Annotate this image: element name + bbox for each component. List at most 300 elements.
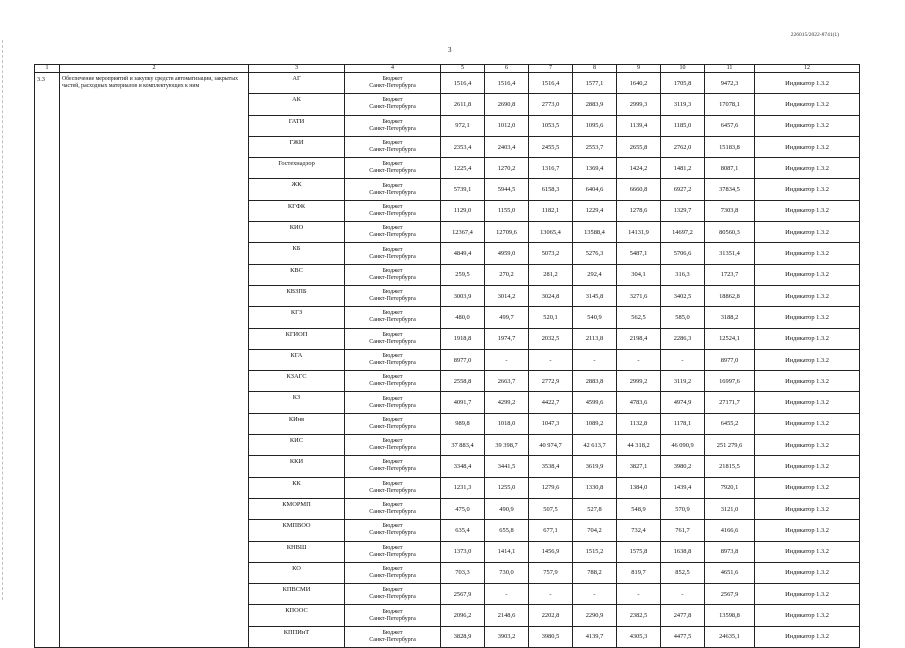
funding-source-line1: Бюджет [382, 225, 403, 232]
year-value-cell: 730,0 [485, 562, 529, 583]
year-value-cell: 635,4 [441, 520, 485, 541]
year-value-cell: 6660,8 [617, 179, 661, 200]
funding-source-cell [345, 73, 441, 94]
year-value-cell: 2655,8 [617, 136, 661, 157]
column-number: 8 [573, 65, 617, 73]
funding-source-cell [345, 541, 441, 562]
funding-source-line1: Бюджет [382, 502, 403, 509]
funding-source-line1: Бюджет [382, 246, 403, 253]
indicator-cell: Индикатор 1.3.2 [755, 264, 860, 285]
funding-source-cell [345, 158, 441, 179]
year-value-cell: 304,1 [617, 264, 661, 285]
total-value-cell: 27171,7 [705, 392, 755, 413]
funding-source-cell [345, 115, 441, 136]
funding-source-line1: Бюджет [382, 310, 403, 317]
year-value-cell: 1974,7 [485, 328, 529, 349]
year-value-cell: 2773,0 [529, 94, 573, 115]
total-value-cell: 12524,1 [705, 328, 755, 349]
year-value-cell: - [661, 349, 705, 370]
year-value-cell: 1316,7 [529, 158, 573, 179]
total-value-cell: 6457,6 [705, 115, 755, 136]
page-header [0, 32, 905, 54]
total-value-cell: 4166,6 [705, 520, 755, 541]
year-value-cell: - [485, 584, 529, 605]
year-value-cell: - [661, 584, 705, 605]
year-value-cell: 4422,7 [529, 392, 573, 413]
column-number: 3 [249, 65, 345, 73]
organization-cell: АГ [249, 73, 345, 94]
organization-cell: КНВШ [249, 541, 345, 562]
year-value-cell: 2663,7 [485, 371, 529, 392]
funding-source-line1: Бюджет [382, 289, 403, 296]
total-value-cell: 24635,1 [705, 626, 755, 647]
year-value-cell: 1640,2 [617, 73, 661, 94]
funding-source-line1: Бюджет [382, 353, 403, 359]
funding-source-cell [345, 222, 441, 243]
funding-source-cell [345, 584, 441, 605]
year-value-cell: 5706,6 [661, 243, 705, 264]
funding-source-line2: Санкт-Петербурга [369, 466, 416, 473]
year-value-cell: 4477,5 [661, 626, 705, 647]
funding-source-line2: Санкт-Петербурга [369, 530, 416, 537]
year-value-cell: 4959,0 [485, 243, 529, 264]
year-value-cell: 2353,4 [441, 136, 485, 157]
total-value-cell: 6455,2 [705, 413, 755, 434]
funding-source-line2: Санкт-Петербурга [369, 210, 416, 217]
year-value-cell: 1089,2 [573, 413, 617, 434]
funding-source-line2: Санкт-Петербурга [369, 551, 416, 558]
year-value-cell: 2477,8 [661, 605, 705, 626]
indicator-cell: Индикатор 1.3.2 [755, 371, 860, 392]
total-value-cell: 8977,0 [705, 349, 755, 370]
organization-cell: КВЗПБ [249, 285, 345, 306]
column-number: 4 [345, 65, 441, 73]
funding-source-line1: Бюджет [382, 97, 403, 104]
year-value-cell: 520,1 [529, 307, 573, 328]
year-value-cell: 4849,4 [441, 243, 485, 264]
year-value-cell: 1330,8 [573, 477, 617, 498]
year-value-cell: 3619,9 [573, 456, 617, 477]
organization-cell: Гостехнадзор [249, 158, 345, 179]
year-value-cell: 3903,2 [485, 626, 529, 647]
organization-cell: КК [249, 477, 345, 498]
indicator-cell: Индикатор 1.3.2 [755, 179, 860, 200]
total-value-cell: 18862,8 [705, 285, 755, 306]
funding-source-cell [345, 562, 441, 583]
year-value-cell: 4299,2 [485, 392, 529, 413]
year-value-cell: 562,5 [617, 307, 661, 328]
organization-cell: ЖК [249, 179, 345, 200]
organization-cell: КЗАГС [249, 371, 345, 392]
year-value-cell: 3145,8 [573, 285, 617, 306]
funding-source-line1: Бюджет [382, 161, 403, 168]
year-value-cell: 1053,5 [529, 115, 573, 136]
indicator-cell: Индикатор 1.3.2 [755, 73, 860, 94]
year-value-cell: 570,9 [661, 498, 705, 519]
indicator-cell: Индикатор 1.3.2 [755, 520, 860, 541]
total-value-cell: 80560,3 [705, 222, 755, 243]
total-value-cell: 7920,1 [705, 477, 755, 498]
funding-source-line2: Санкт-Петербурга [369, 572, 416, 579]
organization-cell: КПВСМИ [249, 584, 345, 605]
year-value-cell: 1424,2 [617, 158, 661, 179]
year-value-cell: 3538,4 [529, 456, 573, 477]
year-value-cell: 1515,2 [573, 541, 617, 562]
year-value-cell: 507,5 [529, 498, 573, 519]
year-value-cell: 4783,6 [617, 392, 661, 413]
funding-source-cell [345, 328, 441, 349]
funding-source-line2: Санкт-Петербурга [369, 147, 416, 154]
indicator-cell: Индикатор 1.3.2 [755, 349, 860, 370]
year-value-cell: 5739,1 [441, 179, 485, 200]
organization-cell: ГЖИ [249, 136, 345, 157]
total-value-cell: 37834,5 [705, 179, 755, 200]
funding-source-line2: Санкт-Петербурга [369, 487, 416, 494]
year-value-cell: - [529, 349, 573, 370]
funding-source-line2: Санкт-Петербурга [369, 445, 416, 452]
year-value-cell: 3119,2 [661, 371, 705, 392]
funding-source-cell [345, 435, 441, 456]
funding-source-cell [345, 285, 441, 306]
total-value-cell: 3188,2 [705, 307, 755, 328]
year-value-cell: 1577,1 [573, 73, 617, 94]
total-value-cell: 8087,1 [705, 158, 755, 179]
year-value-cell: 1132,8 [617, 413, 661, 434]
funding-source-line1: Бюджет [382, 140, 403, 147]
year-value-cell: 1095,6 [573, 115, 617, 136]
funding-source-cell [345, 520, 441, 541]
total-value-cell: 1723,7 [705, 264, 755, 285]
year-value-cell: 5944,5 [485, 179, 529, 200]
funding-source-line1: Бюджет [382, 587, 403, 594]
year-value-cell: 2558,8 [441, 371, 485, 392]
section-description: Обеспечение мероприятий и закупку средств автоматизации, закрытых частей, расходных материалов и комплектующих к ним [60, 73, 249, 648]
year-value-cell: 1638,8 [661, 541, 705, 562]
year-value-cell: 1456,9 [529, 541, 573, 562]
year-value-cell: 703,3 [441, 562, 485, 583]
funding-source-line2: Санкт-Петербурга [369, 83, 416, 90]
year-value-cell: 1229,4 [573, 200, 617, 221]
year-value-cell: 5276,3 [573, 243, 617, 264]
year-value-cell: 732,4 [617, 520, 661, 541]
year-value-cell: 2883,8 [573, 371, 617, 392]
year-value-cell: 1279,6 [529, 477, 573, 498]
year-value-cell: 2611,8 [441, 94, 485, 115]
funding-source-cell [345, 200, 441, 221]
year-value-cell: 4974,9 [661, 392, 705, 413]
year-value-cell: 757,9 [529, 562, 573, 583]
year-value-cell: 2032,5 [529, 328, 573, 349]
indicator-cell: Индикатор 1.3.2 [755, 477, 860, 498]
year-value-cell: 1270,2 [485, 158, 529, 179]
indicator-cell: Индикатор 1.3.2 [755, 605, 860, 626]
year-value-cell: 1516,4 [529, 73, 573, 94]
funding-source-line2: Санкт-Петербурга [369, 296, 416, 303]
year-value-cell: 1384,0 [617, 477, 661, 498]
indicator-cell: Индикатор 1.3.2 [755, 307, 860, 328]
year-value-cell: 6404,6 [573, 179, 617, 200]
indicator-cell: Индикатор 1.3.2 [755, 243, 860, 264]
indicator-cell: Индикатор 1.3.2 [755, 94, 860, 115]
year-value-cell: 704,2 [573, 520, 617, 541]
year-value-cell: 3271,6 [617, 285, 661, 306]
year-value-cell: - [485, 349, 529, 370]
organization-cell: КГЗ [249, 307, 345, 328]
indicator-cell: Индикатор 1.3.2 [755, 136, 860, 157]
year-value-cell: 12709,6 [485, 222, 529, 243]
total-value-cell: 31351,4 [705, 243, 755, 264]
total-value-cell: 16997,6 [705, 371, 755, 392]
year-value-cell: 1255,0 [485, 477, 529, 498]
total-value-cell: 13598,8 [705, 605, 755, 626]
year-value-cell: 1329,7 [661, 200, 705, 221]
year-value-cell: 585,0 [661, 307, 705, 328]
funding-source-line2: Санкт-Петербурга [369, 125, 416, 132]
funding-source-cell [345, 605, 441, 626]
year-value-cell: 270,2 [485, 264, 529, 285]
scan-edge-mark [2, 40, 6, 600]
year-value-cell: 42 613,7 [573, 435, 617, 456]
funding-source-line1: Бюджет [382, 76, 403, 83]
year-value-cell: 527,8 [573, 498, 617, 519]
total-value-cell: 251 279,6 [705, 435, 755, 456]
organization-cell: КМПВОО [249, 520, 345, 541]
page-number: 3 [448, 46, 452, 54]
year-value-cell: 44 318,2 [617, 435, 661, 456]
year-value-cell: 1373,0 [441, 541, 485, 562]
indicator-cell: Индикатор 1.3.2 [755, 562, 860, 583]
year-value-cell: 3014,2 [485, 285, 529, 306]
organization-cell: АК [249, 94, 345, 115]
indicator-cell: Индикатор 1.3.2 [755, 498, 860, 519]
funding-source-line2: Санкт-Петербурга [369, 168, 416, 175]
funding-source-line2: Санкт-Петербурга [369, 402, 416, 409]
organization-cell: КПООС [249, 605, 345, 626]
funding-source-cell [345, 264, 441, 285]
column-number: 5 [441, 65, 485, 73]
indicator-cell: Индикатор 1.3.2 [755, 200, 860, 221]
year-value-cell: 819,7 [617, 562, 661, 583]
year-value-cell: 3827,1 [617, 456, 661, 477]
year-value-cell: 3980,5 [529, 626, 573, 647]
organization-cell: ККИ [249, 456, 345, 477]
year-value-cell: 2290,9 [573, 605, 617, 626]
year-value-cell: 259,5 [441, 264, 485, 285]
year-value-cell: 46 090,9 [661, 435, 705, 456]
section-index: 3.3 [35, 73, 60, 648]
indicator-cell: Индикатор 1.3.2 [755, 115, 860, 136]
year-value-cell: 788,2 [573, 562, 617, 583]
year-value-cell: 2567,9 [441, 584, 485, 605]
year-value-cell: 1139,4 [617, 115, 661, 136]
year-value-cell: 3024,8 [529, 285, 573, 306]
year-value-cell: 13588,4 [573, 222, 617, 243]
year-value-cell: 1012,0 [485, 115, 529, 136]
year-value-cell: 1178,1 [661, 413, 705, 434]
year-value-cell: 4139,7 [573, 626, 617, 647]
year-value-cell: 2202,8 [529, 605, 573, 626]
year-value-cell: 480,0 [441, 307, 485, 328]
funding-source-line2: Санкт-Петербурга [369, 381, 416, 388]
funding-source-cell [345, 371, 441, 392]
funding-source-line1: Бюджет [382, 480, 403, 487]
funding-source-line1: Бюджет [382, 182, 403, 189]
year-value-cell: 14131,9 [617, 222, 661, 243]
year-value-cell: 1481,2 [661, 158, 705, 179]
funding-source-cell [345, 413, 441, 434]
funding-source-cell [345, 349, 441, 370]
year-value-cell: 2096,2 [441, 605, 485, 626]
funding-source-cell [345, 179, 441, 200]
funding-source-line2: Санкт-Петербурга [369, 253, 416, 260]
column-number: 1 [35, 65, 60, 73]
year-value-cell: 4091,7 [441, 392, 485, 413]
year-value-cell: 1705,8 [661, 73, 705, 94]
year-value-cell: 1278,6 [617, 200, 661, 221]
total-value-cell: 3121,0 [705, 498, 755, 519]
year-value-cell: 677,1 [529, 520, 573, 541]
total-value-cell: 21815,5 [705, 456, 755, 477]
organization-cell: КИС [249, 435, 345, 456]
year-value-cell: 37 883,4 [441, 435, 485, 456]
funding-source-cell [345, 626, 441, 647]
budget-table [34, 64, 860, 648]
organization-cell: КМОРМП [249, 498, 345, 519]
total-value-cell: 7303,8 [705, 200, 755, 221]
year-value-cell: 1047,3 [529, 413, 573, 434]
organization-cell: КБ [249, 243, 345, 264]
funding-source-line1: Бюджет [382, 374, 403, 381]
year-value-cell: 3828,9 [441, 626, 485, 647]
funding-source-line1: Бюджет [382, 459, 403, 466]
funding-source-cell [345, 307, 441, 328]
funding-source-line1: Бюджет [382, 118, 403, 125]
funding-source-cell [345, 498, 441, 519]
year-value-cell: 2690,8 [485, 94, 529, 115]
funding-source-line2: Санкт-Петербурга [369, 615, 416, 622]
table-body [35, 73, 860, 648]
organization-cell: КИО [249, 222, 345, 243]
year-value-cell: 761,7 [661, 520, 705, 541]
year-value-cell: 2999,3 [617, 94, 661, 115]
year-value-cell: 1414,1 [485, 541, 529, 562]
organization-cell: ГАТИ [249, 115, 345, 136]
year-value-cell: 3441,5 [485, 456, 529, 477]
funding-source-line2: Санкт-Петербурга [369, 594, 416, 601]
year-value-cell: 1575,8 [617, 541, 661, 562]
funding-source-line2: Санкт-Петербурга [369, 360, 416, 366]
year-value-cell: 490,9 [485, 498, 529, 519]
indicator-cell: Индикатор 1.3.2 [755, 158, 860, 179]
year-value-cell: 2553,7 [573, 136, 617, 157]
funding-source-cell [345, 477, 441, 498]
year-value-cell: 6927,2 [661, 179, 705, 200]
year-value-cell: 6158,3 [529, 179, 573, 200]
year-value-cell: 14697,2 [661, 222, 705, 243]
year-value-cell: 2883,9 [573, 94, 617, 115]
table-row [35, 73, 860, 94]
year-value-cell: 1225,4 [441, 158, 485, 179]
funding-source-line1: Бюджет [382, 544, 403, 551]
year-value-cell: - [573, 349, 617, 370]
year-value-cell: 2382,5 [617, 605, 661, 626]
year-value-cell: 8977,0 [441, 349, 485, 370]
indicator-cell: Индикатор 1.3.2 [755, 626, 860, 647]
year-value-cell: 655,8 [485, 520, 529, 541]
year-value-cell: 5487,1 [617, 243, 661, 264]
funding-source-line2: Санкт-Петербурга [369, 338, 416, 345]
column-number: 2 [60, 65, 249, 73]
total-value-cell: 4651,6 [705, 562, 755, 583]
funding-source-line2: Санкт-Петербурга [369, 274, 416, 281]
funding-source-line2: Санкт-Петербурга [369, 317, 416, 324]
year-value-cell: 39 398,7 [485, 435, 529, 456]
total-value-cell: 9472,3 [705, 73, 755, 94]
indicator-cell: Индикатор 1.3.2 [755, 435, 860, 456]
year-value-cell: 1231,3 [441, 477, 485, 498]
year-value-cell: 316,3 [661, 264, 705, 285]
funding-source-line1: Бюджет [382, 267, 403, 274]
indicator-cell: Индикатор 1.3.2 [755, 584, 860, 605]
organization-cell: КВС [249, 264, 345, 285]
indicator-cell: Индикатор 1.3.2 [755, 456, 860, 477]
year-value-cell: - [617, 349, 661, 370]
year-value-cell: 4599,6 [573, 392, 617, 413]
funding-source-line1: Бюджет [382, 438, 403, 445]
year-value-cell: 2762,0 [661, 136, 705, 157]
year-value-cell: 3980,2 [661, 456, 705, 477]
year-value-cell: 989,8 [441, 413, 485, 434]
year-value-cell: 3402,5 [661, 285, 705, 306]
year-value-cell: 548,9 [617, 498, 661, 519]
funding-source-line2: Санкт-Петербурга [369, 189, 416, 196]
funding-source-cell [345, 136, 441, 157]
year-value-cell: 3119,3 [661, 94, 705, 115]
year-value-cell: 1129,0 [441, 200, 485, 221]
organization-cell: КГФК [249, 200, 345, 221]
total-value-cell: 8973,8 [705, 541, 755, 562]
year-value-cell: 12367,4 [441, 222, 485, 243]
year-value-cell: 2455,5 [529, 136, 573, 157]
year-value-cell: 2286,3 [661, 328, 705, 349]
year-value-cell: - [529, 584, 573, 605]
year-value-cell: 292,4 [573, 264, 617, 285]
year-value-cell: 972,1 [441, 115, 485, 136]
funding-source-line1: Бюджет [382, 523, 403, 530]
organization-cell: КГА [249, 349, 345, 370]
document-code: 226015/2022-8741(1) [790, 32, 839, 38]
indicator-cell: Индикатор 1.3.2 [755, 285, 860, 306]
year-value-cell: - [617, 584, 661, 605]
funding-source-line1: Бюджет [382, 331, 403, 338]
column-number: 9 [617, 65, 661, 73]
column-number: 10 [661, 65, 705, 73]
organization-cell: КЗ [249, 392, 345, 413]
year-value-cell: 1516,4 [485, 73, 529, 94]
year-value-cell: 1155,0 [485, 200, 529, 221]
organization-cell: КО [249, 562, 345, 583]
year-value-cell: 13065,4 [529, 222, 573, 243]
year-value-cell: - [573, 584, 617, 605]
column-number: 11 [705, 65, 755, 73]
year-value-cell: 3003,9 [441, 285, 485, 306]
year-value-cell: 2403,4 [485, 136, 529, 157]
funding-source-line1: Бюджет [382, 629, 403, 636]
year-value-cell: 40 974,7 [529, 435, 573, 456]
funding-source-line1: Бюджет [382, 416, 403, 423]
year-value-cell: 1185,0 [661, 115, 705, 136]
funding-source-line1: Бюджет [382, 608, 403, 615]
